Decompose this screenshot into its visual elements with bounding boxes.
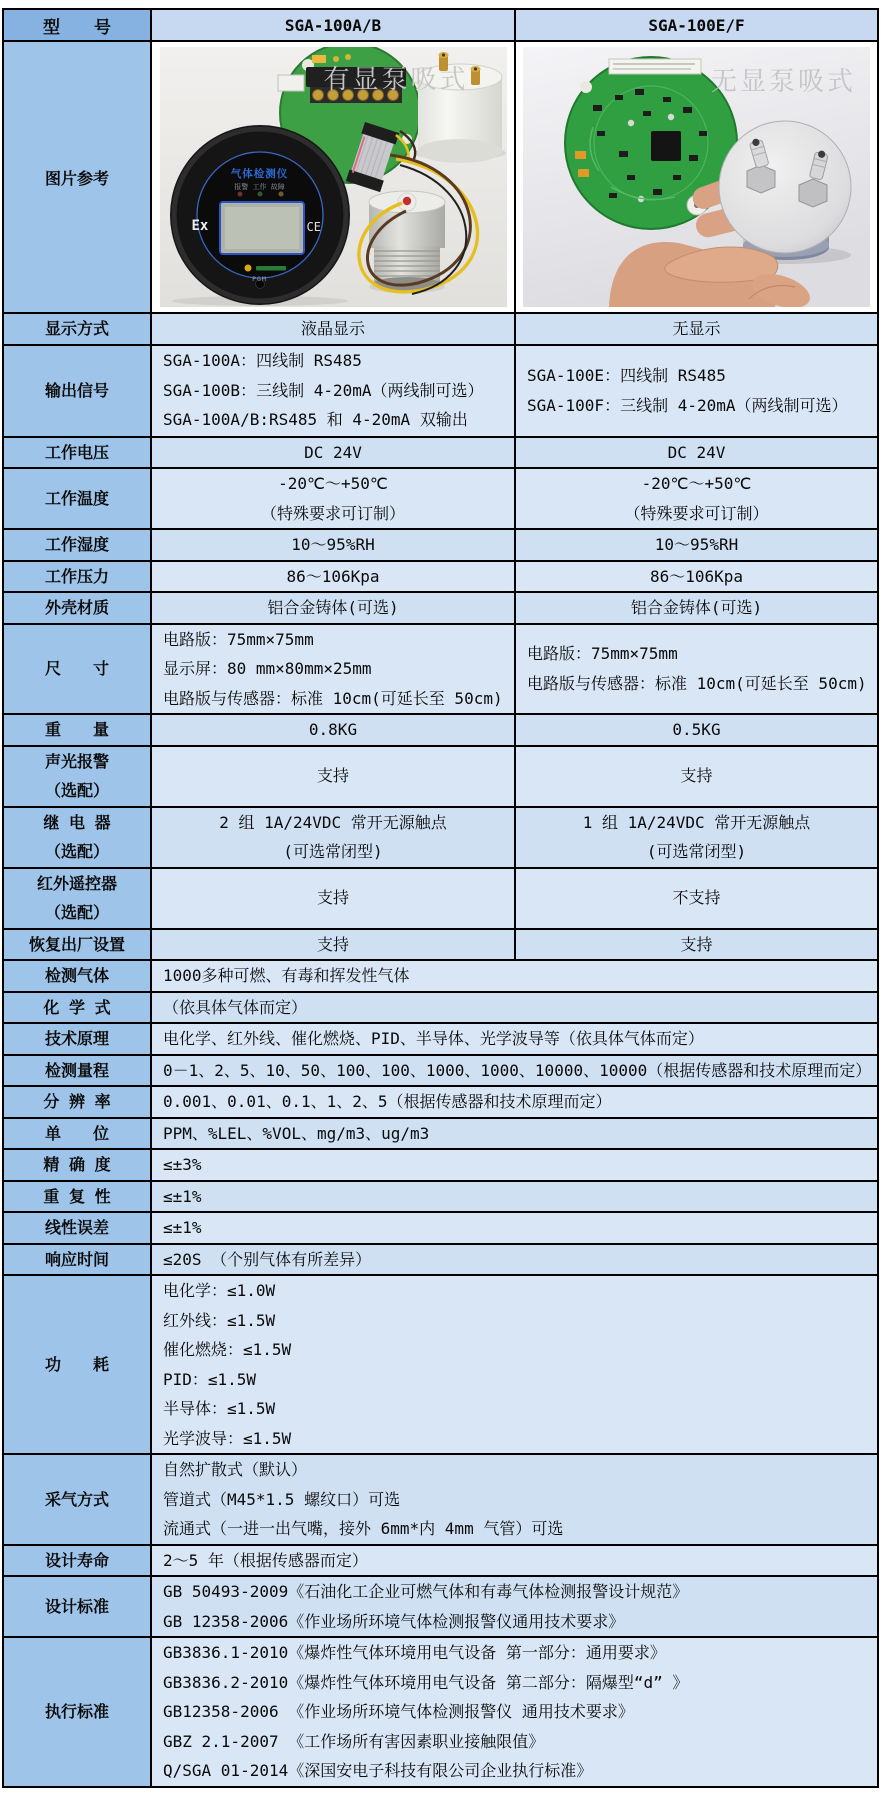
row-label: 检测气体 [3, 960, 151, 992]
spec-table [2, 8, 879, 1788]
cell-b: 支持 [515, 929, 878, 961]
row-design-standards [3, 1576, 878, 1637]
row-weight [3, 714, 878, 746]
row-label: 执行标准 [3, 1637, 151, 1787]
row-label: 化 学 式 [3, 992, 151, 1024]
row-display-mode [3, 313, 878, 345]
row-response-time [3, 1244, 878, 1276]
row-value: 电化学、红外线、催化燃烧、PID、半导体、光学波导等（依具体气体而定） [151, 1023, 878, 1055]
row-label: 外壳材质 [3, 592, 151, 624]
row-label: 线性误差 [3, 1212, 151, 1244]
cell-b: 铝合金铸体(可选) [515, 592, 878, 624]
row-technical-principle [3, 1023, 878, 1055]
row-label: 功 耗 [3, 1275, 151, 1454]
row-value: 0－1、2、5、10、50、100、100、1000、1000、10000、10000（根据传感器和技术原理而定） [151, 1055, 878, 1087]
row-dimensions [3, 624, 878, 715]
row-value: 自然扩散式（默认） 管道式（M45*1.5 螺纹口）可选 流通式（一进一出气嘴，接外 6mm*内 4mm 气管）可选 [151, 1454, 878, 1545]
row-label: 分 辨 率 [3, 1086, 151, 1118]
row-resolution [3, 1086, 878, 1118]
header-model-label: 型 号 [3, 9, 151, 41]
cell-a: 电路版：75mm×75mm 显示屏：80 mm×80mm×25mm 电路版与传感器：标准 10cm(可延长至 50cm) [151, 624, 515, 715]
row-label: 工作电压 [3, 437, 151, 469]
cell-a: 铝合金铸体(可选) [151, 592, 515, 624]
row-value: GB3836.1-2010《爆炸性气体环境用电气设备 第一部分：通用要求》 GB3836.2-2010《爆炸性气体环境用电气设备 第二部分：隔爆型“d” 》 GB12358-2006 《作业场所环境气体检测报警仪 通用技术要求》 GBZ 2.1-2007 《工作场所有害因素职业接触限值》 Q/SGA 01-2014《深国安电子科技有限公司企业执行标准》 [151, 1637, 878, 1787]
row-output-signal [3, 345, 878, 437]
cell-a: 0.8KG [151, 714, 515, 746]
row-label: 技术原理 [3, 1023, 151, 1055]
row-linearity-error [3, 1212, 878, 1244]
ex-mark: Ex [191, 218, 209, 234]
detector-led-labels: 报警 工作 故障 [234, 183, 285, 191]
cell-b: -20℃～+50℃ （特殊要求可订制） [515, 468, 878, 529]
row-ir-remote [3, 868, 878, 929]
row-shell-material [3, 592, 878, 624]
row-repeatability [3, 1181, 878, 1213]
row-detection-range [3, 1055, 878, 1087]
photo-row-label: 图片参考 [3, 41, 151, 313]
row-value: 电化学：≤1.0W 红外线：≤1.5W 催化燃烧：≤1.5W PID：≤1.5W 半导体：≤1.5W 光学波导：≤1.5W [151, 1275, 878, 1454]
row-value: ≤±1% [151, 1181, 878, 1213]
row-label: 工作湿度 [3, 529, 151, 561]
row-label: 显示方式 [3, 313, 151, 345]
cell-b: 0.5KG [515, 714, 878, 746]
row-design-life [3, 1545, 878, 1577]
row-chemical-formula [3, 992, 878, 1024]
row-label: 尺 寸 [3, 624, 151, 715]
row-value: 0.001、0.01、0.1、1、2、5（根据传感器和技术原理而定） [151, 1086, 878, 1118]
row-value: ≤20S （个别气体有所差异） [151, 1244, 878, 1276]
cell-a: DC 24V [151, 437, 515, 469]
cell-b: 1 组 1A/24VDC 常开无源触点 (可选常闭型) [515, 807, 878, 868]
row-label: 红外遥控器 （选配） [3, 868, 151, 929]
row-power-consumption [3, 1275, 878, 1454]
row-working-voltage [3, 437, 878, 469]
cell-b: 不支持 [515, 868, 878, 929]
row-working-pressure [3, 561, 878, 593]
cell-a: 10～95%RH [151, 529, 515, 561]
photo-cell-a [151, 41, 515, 313]
cell-b: 无显示 [515, 313, 878, 345]
row-value: PPM、%LEL、%VOL、mg/m3、ug/m3 [151, 1118, 878, 1150]
cell-a: 2 组 1A/24VDC 常开无源触点 (可选常闭型) [151, 807, 515, 868]
row-label: 检测量程 [3, 1055, 151, 1087]
ce-mark: CE [306, 220, 321, 234]
row-label: 采气方式 [3, 1454, 151, 1545]
detector-title-text: 气体检测仪 [230, 168, 289, 180]
row-label: 重 复 性 [3, 1181, 151, 1213]
photo-sga-100ab [160, 47, 507, 307]
row-label: 工作压力 [3, 561, 151, 593]
pgm-label: PGM [252, 275, 267, 283]
row-execution-standards [3, 1637, 878, 1787]
header-model-a: SGA-100A/B [151, 9, 515, 41]
row-value: ≤±3% [151, 1149, 878, 1181]
cell-a: 支持 [151, 929, 515, 961]
row-audible-alarm [3, 746, 878, 807]
row-label: 工作温度 [3, 468, 151, 529]
cell-a: -20℃～+50℃ （特殊要求可订制） [151, 468, 515, 529]
photo-row [3, 41, 878, 313]
row-label: 重 量 [3, 714, 151, 746]
row-label: 设计寿命 [3, 1545, 151, 1577]
header-model-b: SGA-100E/F [515, 9, 878, 41]
row-label: 响应时间 [3, 1244, 151, 1276]
cell-a: 支持 [151, 746, 515, 807]
row-value: （依具体气体而定） [151, 992, 878, 1024]
row-label: 单 位 [3, 1118, 151, 1150]
row-value: ≤±1% [151, 1212, 878, 1244]
row-accuracy [3, 1149, 878, 1181]
row-label: 精 确 度 [3, 1149, 151, 1181]
cell-a: 86～106Kpa [151, 561, 515, 593]
row-label: 恢复出厂设置 [3, 929, 151, 961]
row-value: 1000多种可燃、有毒和挥发性气体 [151, 960, 878, 992]
watermark-left: 有显泵吸式 [323, 65, 469, 94]
photo-sga-100ef [523, 47, 870, 307]
row-relay [3, 807, 878, 868]
row-working-temperature [3, 468, 878, 529]
cell-a: SGA-100A：四线制 RS485 SGA-100B：三线制 4-20mA（两线制可选） SGA-100A/B:RS485 和 4-20mA 双输出 [151, 345, 515, 437]
row-value: 2～5 年（根据传感器而定） [151, 1545, 878, 1577]
row-value: GB 50493-2009《石油化工企业可燃气体和有毒气体检测报警设计规范》 GB 12358-2006《作业场所环境气体检测报警仪通用技术要求》 [151, 1576, 878, 1637]
row-working-humidity [3, 529, 878, 561]
cell-a: 支持 [151, 868, 515, 929]
row-detected-gases [3, 960, 878, 992]
cell-b: 支持 [515, 746, 878, 807]
row-label: 设计标准 [3, 1576, 151, 1637]
row-sampling-method [3, 1454, 878, 1545]
cell-b: SGA-100E：四线制 RS485 SGA-100F：三线制 4-20mA（两线制可选） [515, 345, 878, 437]
cell-b: 86～106Kpa [515, 561, 878, 593]
cell-b: 10～95%RH [515, 529, 878, 561]
row-label: 输出信号 [3, 345, 151, 437]
cell-b: 电路版：75mm×75mm 电路版与传感器：标准 10cm(可延长至 50cm) [515, 624, 878, 715]
row-label: 继 电 器 （选配） [3, 807, 151, 868]
cell-b: DC 24V [515, 437, 878, 469]
row-label: 声光报警 （选配） [3, 746, 151, 807]
row-unit [3, 1118, 878, 1150]
header-row [3, 9, 878, 41]
photo-cell-b [515, 41, 878, 313]
watermark-right: 无显泵吸式 [710, 67, 856, 96]
row-factory-reset [3, 929, 878, 961]
cell-a: 液晶显示 [151, 313, 515, 345]
